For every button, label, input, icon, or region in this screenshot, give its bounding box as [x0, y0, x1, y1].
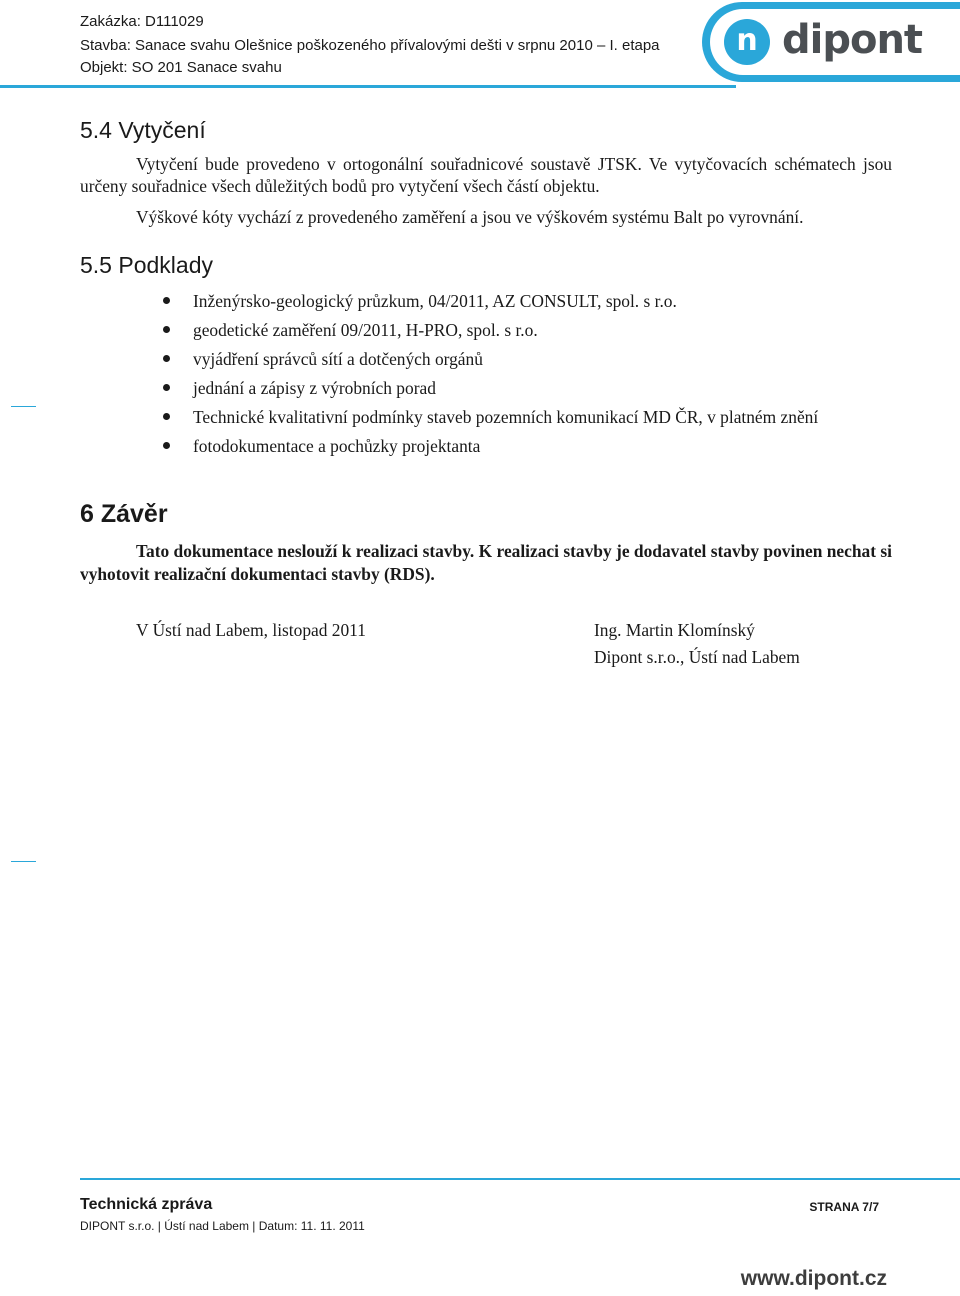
logo-mark-icon: n — [724, 19, 770, 65]
header-contract: Zakázka: D111029 — [80, 13, 204, 30]
section-5-4-heading: 5.4 Vytyčení — [80, 117, 206, 143]
list-item: vyjádření správců sítí a dotčených orgánů — [160, 348, 818, 377]
header-object: Objekt: SO 201 Sanace svahu — [80, 59, 282, 76]
footer-website-link[interactable]: www.dipont.cz — [740, 1267, 887, 1290]
footer-title: Technická zpráva — [80, 1196, 213, 1213]
margin-mark — [11, 861, 36, 862]
list-item: fotodokumentace a pochůzky projektanta — [160, 435, 818, 464]
footer-divider — [80, 1178, 960, 1180]
list-item: Inženýrsko-geologický průzkum, 04/2011, AZ CONSULT, spol. s r.o. — [160, 290, 818, 319]
logo-wordmark: dipont — [782, 17, 923, 63]
bullet-icon — [163, 442, 170, 449]
bullet-icon — [163, 355, 170, 362]
signature-name: Ing. Martin Klomínský — [594, 620, 755, 640]
section-6-paragraph: Tato dokumentace neslouží k realizaci stavby. K realizaci stavby je dodavatel stavby povinen nechat si vyhotovit realizační dokumentaci stavby (RDS). — [80, 541, 892, 584]
signature-organization: Dipont s.r.o., Ústí nad Labem — [594, 647, 800, 667]
list-item: geodetické zaměření 09/2011, H-PRO, spol. s r.o. — [160, 319, 818, 348]
bullet-icon — [163, 326, 170, 333]
section-5-4-paragraph-1: Vytyčení bude provedeno v ortogonální souřadnicové soustavě JTSK. Ve vytyčovacích schématech jsou určeny souřadnice všech důležitých bodů pro vytyčení všech částí objektu. — [80, 154, 892, 196]
list-item: Technické kvalitativní podmínky staveb pozemních komunikací MD ČR, v platném znění — [160, 406, 818, 435]
header-divider — [0, 85, 736, 88]
bullet-icon — [163, 413, 170, 420]
footer-page-number: STRANA 7/7 — [809, 1200, 879, 1214]
margin-mark — [11, 406, 36, 407]
section-5-4-paragraph-2: Výškové kóty vychází z provedeného zaměření a jsou ve výškovém systému Balt po vyrovnání. — [136, 207, 804, 227]
footer-company-info: DIPONT s.r.o. | Ústí nad Labem | Datum: 11. 11. 2011 — [80, 1219, 365, 1233]
bullet-icon — [163, 384, 170, 391]
dipont-logo — [702, 2, 960, 82]
bullet-icon — [163, 297, 170, 304]
list-item: jednání a zápisy z výrobních porad — [160, 377, 818, 406]
section-5-5-heading: 5.5 Podklady — [80, 252, 213, 278]
signature-place-date: V Ústí nad Labem, listopad 2011 — [136, 620, 366, 640]
header-project: Stavba: Sanace svahu Olešnice poškozeného přívalovými dešti v srpnu 2010 – I. etapa — [80, 37, 660, 54]
references-list — [160, 290, 818, 464]
section-6-heading: 6 Závěr — [80, 500, 168, 528]
